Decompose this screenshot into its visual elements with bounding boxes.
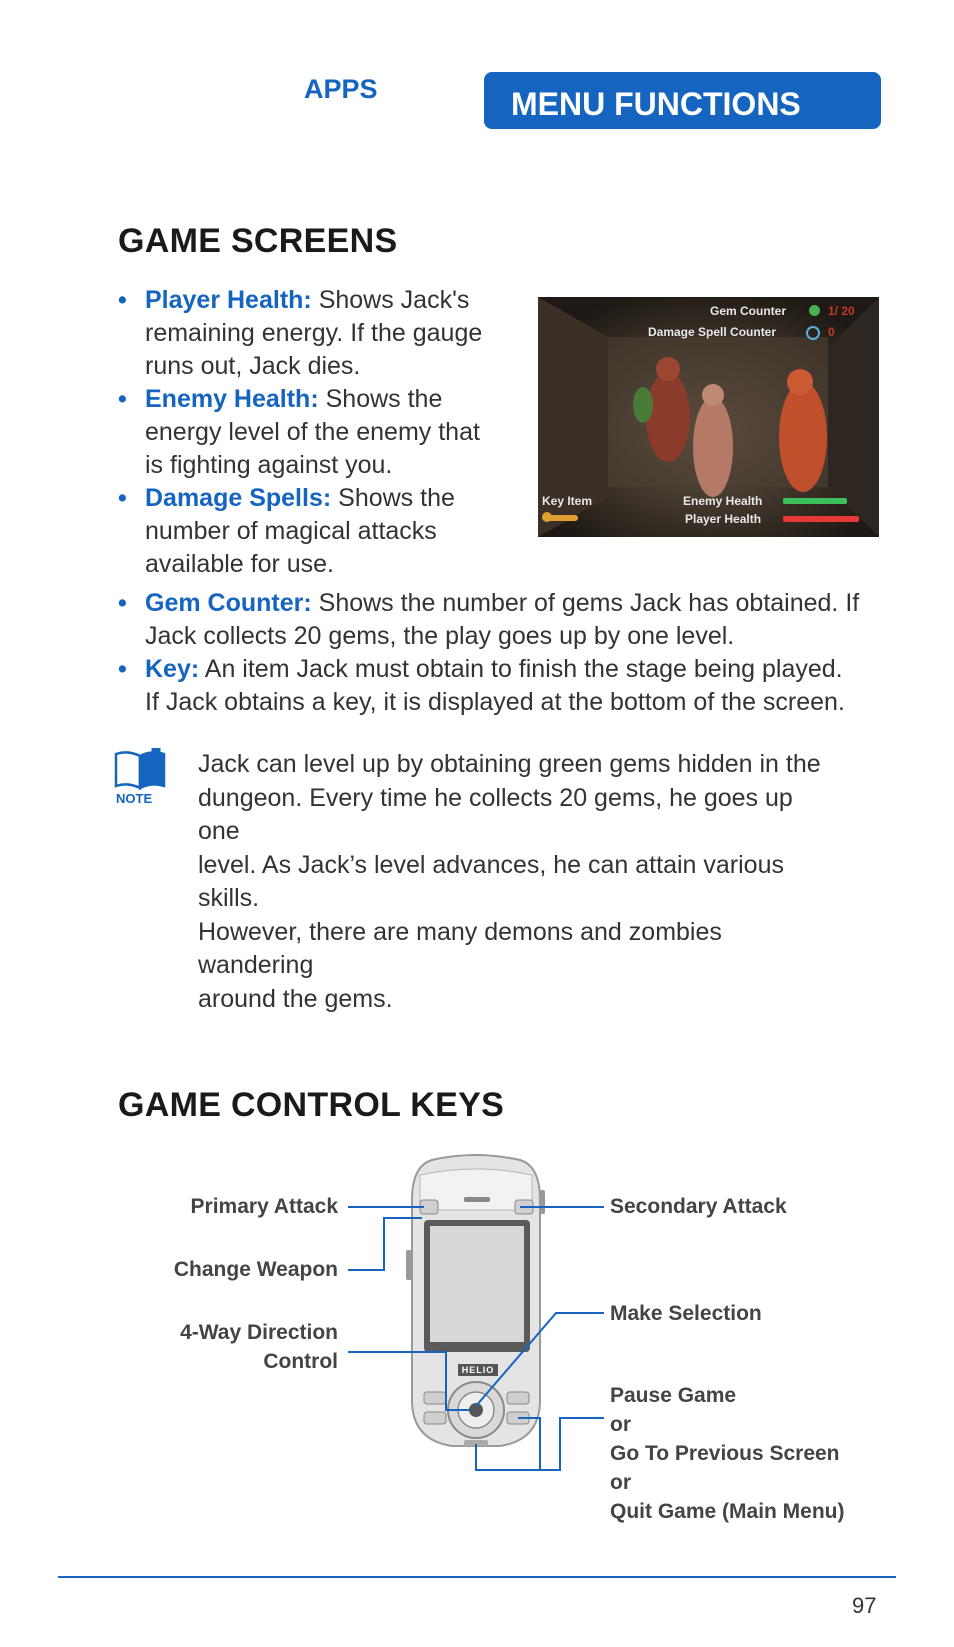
earpiece bbox=[464, 1197, 490, 1202]
hud-enemy-health-label: Enemy Health bbox=[683, 494, 763, 508]
hud-player-health-label: Player Health bbox=[685, 512, 762, 526]
note-label: NOTE bbox=[116, 791, 153, 806]
label-primary-attack: Primary Attack bbox=[190, 1195, 338, 1218]
label-make-selection: Make Selection bbox=[610, 1302, 762, 1325]
label-line: Control bbox=[263, 1350, 338, 1373]
bullet-term: Key: bbox=[145, 655, 200, 683]
side-key-right bbox=[540, 1190, 545, 1214]
section-label-apps: APPS bbox=[304, 74, 378, 104]
page-number: 97 bbox=[852, 1593, 877, 1618]
bullet-term: Enemy Health: bbox=[145, 385, 319, 413]
bullet-term: Damage Spells: bbox=[145, 484, 332, 512]
phone-brand-logo: HELIO bbox=[458, 1364, 498, 1376]
hud-gem-counter-label: Gem Counter bbox=[710, 304, 787, 318]
bullet-text: Shows the bbox=[325, 385, 443, 413]
hud-damage-value: 0 bbox=[828, 325, 835, 339]
bullet-text: An item Jack must obtain to finish the stage being played. bbox=[204, 655, 843, 683]
left-function-key bbox=[424, 1392, 446, 1404]
game-screens-heading: GAME SCREENS bbox=[118, 222, 398, 260]
label-direction-control bbox=[120, 1318, 338, 1376]
hud-damage-spell-label: Damage Spell Counter bbox=[648, 325, 777, 339]
phone-screen bbox=[430, 1226, 524, 1342]
note-line: Jack can level up by obtaining green gems hidden in the bbox=[198, 750, 821, 778]
bullet-text: Shows the bbox=[338, 484, 455, 512]
right-function-key bbox=[507, 1392, 529, 1404]
label-secondary-attack: Secondary Attack bbox=[610, 1195, 787, 1218]
note-line: level. As Jack’s level advances, he can attain various skills. bbox=[198, 850, 784, 912]
hud-gem-value: 1/ 20 bbox=[828, 304, 855, 318]
game-control-keys-heading: GAME CONTROL KEYS bbox=[118, 1086, 505, 1124]
label-line: or bbox=[610, 1413, 631, 1436]
note-line: around the gems. bbox=[198, 984, 393, 1013]
bullet-text: is fighting against you. bbox=[145, 451, 393, 479]
bullet-text: runs out, Jack dies. bbox=[145, 352, 361, 380]
bullet-term: Player Health: bbox=[145, 286, 312, 314]
chapter-title: MENU FUNCTIONS bbox=[511, 86, 801, 122]
label-line: Quit Game (Main Menu) bbox=[610, 1500, 845, 1523]
bullet-text: energy level of the enemy that bbox=[145, 418, 480, 446]
side-key-left bbox=[406, 1250, 412, 1280]
note-line: However, there are many demons and zombies wandering bbox=[198, 917, 722, 979]
label-line: 4-Way Direction bbox=[180, 1321, 338, 1344]
label-change-weapon: Change Weapon bbox=[173, 1258, 338, 1281]
bullet-term: Gem Counter: bbox=[145, 589, 312, 617]
hud-key-item-label: Key Item bbox=[542, 494, 593, 508]
bullet-text: If Jack obtains a key, it is displayed at the bottom of the screen. bbox=[145, 688, 845, 716]
bullet-text: Shows the number of gems Jack has obtained. If bbox=[318, 589, 860, 617]
label-line: or bbox=[610, 1471, 631, 1494]
label-line: Pause Game bbox=[610, 1384, 737, 1407]
note-line: dungeon. Every time he collects 20 gems, he goes up one bbox=[198, 783, 793, 845]
footer-rule bbox=[58, 1576, 896, 1578]
bullet-text: available for use. bbox=[145, 550, 335, 578]
bullet-text: number of magical attacks bbox=[145, 517, 437, 545]
label-pause-game bbox=[610, 1381, 845, 1526]
label-line: Go To Previous Screen bbox=[610, 1442, 840, 1465]
bullet-text: Shows Jack's bbox=[318, 286, 470, 314]
send-key bbox=[424, 1412, 446, 1424]
bullet-text: remaining energy. If the gauge bbox=[145, 319, 483, 347]
bullet-text: Jack collects 20 gems, the play goes up by one level. bbox=[145, 622, 735, 650]
